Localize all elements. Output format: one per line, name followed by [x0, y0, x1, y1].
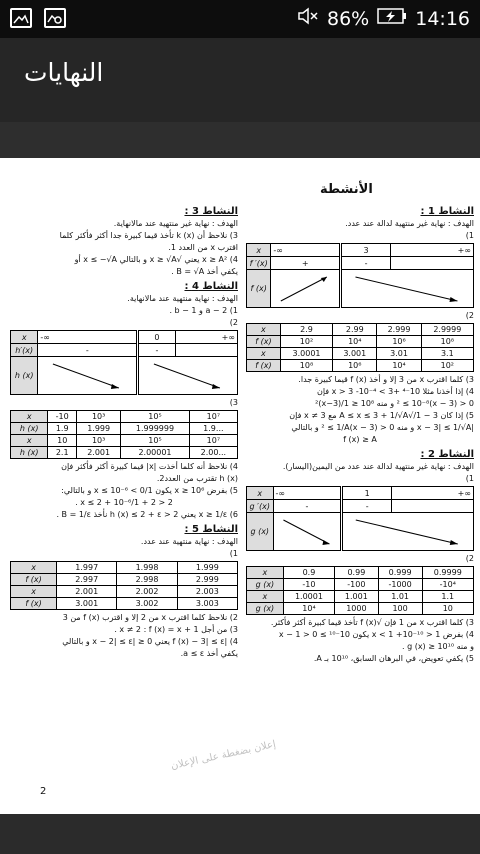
table-cell: g ′(x): [247, 500, 274, 513]
app-bar: [0, 38, 480, 122]
activity1-heading: النشاط 1 :: [420, 206, 474, 217]
activity1-q3: 3) كلما اقترب x من 3 إلا و أخذ f (x) قيما كبيرة جدا.: [298, 375, 474, 384]
table-cell: 2.00001: [121, 447, 189, 459]
table-cell: 10⁶: [377, 336, 421, 348]
table-cell: -: [342, 500, 392, 513]
table-cell: 2.001: [57, 586, 117, 598]
table-cell: g (x): [247, 579, 284, 591]
table-cell: 10⁵: [121, 435, 189, 447]
activity4-q5b: 2 < 2 + 1/x ≤ 2 + 10⁻⁶ .: [75, 498, 173, 507]
table-cell: 10⁴: [377, 360, 421, 372]
table-cell: -10: [283, 579, 334, 591]
table-cell: 0.9: [283, 567, 334, 579]
table-cell: 10³: [77, 435, 121, 447]
table-cell: x: [247, 348, 281, 360]
activity2-q1: 1): [465, 474, 474, 483]
activity4-q4b: h (x) تقترب من العدد2.: [156, 474, 238, 483]
activity1-variation-table: [246, 243, 474, 308]
table-cell: f (x): [247, 336, 281, 348]
table-cell: x: [11, 331, 38, 344]
arrow-down-icon: [276, 514, 339, 550]
activity1-q1: 1): [465, 231, 474, 240]
activity4-q6: 6) x ≥ 1/ε يعني 2 < h (x) ≤ 2 + ε نأخذ B = 1/ε .: [56, 510, 238, 519]
activity2-q5: 5) يكفي تعويض، في البرهان السابق، 10¹⁰ بـ A.: [313, 654, 474, 663]
activity5-q3: 3) من أجل x ≠ 2 : f (x) = x + 1 .: [114, 625, 238, 634]
activity4-variation-table: [10, 330, 238, 395]
table-cell: 10⁶: [333, 360, 377, 372]
activity2-heading: النشاط 2 :: [420, 449, 474, 460]
table-cell: 10: [48, 435, 77, 447]
activity2-q4: 4) بفرض 1 < x < 1 +10⁻¹⁰ يكون 10⁻¹⁰ ≥ 0 < x − 1: [278, 630, 474, 639]
table-cell: 2.00...: [189, 447, 237, 459]
activity2-variation-table: [246, 486, 474, 551]
activity1-q5: 5) إذا كان 3 − 1/√A ≤ x ≤ 3 + 1/√A مع x ≠ 3 فإن: [289, 411, 474, 420]
table-cell: 0.9999: [422, 567, 473, 579]
arrow-up-icon: [273, 271, 337, 307]
battery-percent: 86%: [327, 7, 370, 30]
table-cell: 1.9...: [189, 423, 237, 435]
activity3-heading: النشاط 3 :: [184, 206, 238, 217]
table-cell: -∞: [38, 331, 138, 344]
table-cell: f (x): [247, 270, 271, 308]
table-cell: 1.997: [57, 562, 117, 574]
ad-watermark[interactable]: إعلان بضغطة على الإعلان: [170, 739, 277, 772]
table-cell: 100: [378, 603, 422, 615]
activity4-q4: 4) نلاحظ أنه كلما أخذت |x| قيما كبيرة أكثر فأكثر فإن: [61, 462, 238, 471]
activity3-q4b: يكفي أخذ B = √A .: [171, 267, 238, 276]
activity2-q4b: و منه g (x) ≥ 10¹⁰ .: [401, 642, 474, 651]
table-cell: [38, 357, 138, 395]
activity4-q5: 5) بفرض x ≥ 10⁶ يكون 1/x ≤ 10⁻⁶ < 0 و بالتالي:: [61, 486, 238, 495]
arrow-down-icon: [344, 271, 471, 307]
table-cell: -100: [335, 579, 378, 591]
table-cell: x: [11, 562, 57, 574]
table-cell: x: [247, 591, 284, 603]
activity5-q4: 4) |f (x) − 3| ≤ ε يعني 0 ≤ |x − 2| ≤ ε و بالتالي: [62, 637, 238, 646]
table-cell: h (x): [11, 357, 38, 395]
activity4-values-table: [10, 410, 238, 459]
table-cell: 1.999: [177, 562, 237, 574]
table-cell: -∞: [273, 487, 342, 500]
activity1-values-table: [246, 323, 474, 372]
table-cell: +∞: [391, 487, 473, 500]
table-cell: 1.999999: [121, 423, 189, 435]
table-cell: 3.003: [177, 598, 237, 610]
right-column: [246, 202, 474, 665]
battery-charging-icon: [377, 7, 407, 30]
activity1-q2: 2): [465, 311, 474, 320]
table-cell: 10²: [280, 336, 332, 348]
activity1-q4: 4) إذا أخذنا مثلا 10⁻⁴ +3 > x > 3 -10⁻⁴ فإن: [316, 387, 474, 396]
table-cell: h (x): [11, 423, 48, 435]
table-cell: x: [247, 567, 284, 579]
arrow-down-icon: [345, 514, 471, 550]
table-cell: 1.1: [422, 591, 473, 603]
table-cell: +: [271, 257, 341, 270]
table-cell: g (x): [247, 603, 284, 615]
document-page[interactable]: [0, 158, 480, 814]
activity5-values-table: [10, 561, 238, 610]
activity5-q2: 2) نلاحظ كلما اقترب x من 2 إلا و اقترب f (x) من 3: [62, 613, 238, 622]
table-cell: 2.1: [48, 447, 77, 459]
table-cell: 10⁴: [283, 603, 334, 615]
table-cell: 10⁴: [333, 336, 377, 348]
table-cell: 0.99: [335, 567, 378, 579]
table-cell: x: [11, 411, 48, 423]
table-cell: [271, 270, 341, 308]
activity2-goal: الهدف : نهاية غير منتهية لدالة عند عدد من اليمين(اليسار).: [282, 462, 474, 471]
table-cell: -10: [48, 411, 77, 423]
table-cell: 1.0001: [283, 591, 334, 603]
arrow-down-icon: [141, 358, 235, 394]
activity3-q3: 3) نلاحظ أن k (x) تأخذ قيما كبيرة جدا أكثر فأكثر كلما: [59, 231, 238, 240]
table-cell: 10⁵: [121, 411, 189, 423]
activity5-goal: الهدف : نهاية منتهية عند عدد.: [140, 537, 238, 546]
table-cell: 10²: [421, 360, 473, 372]
table-cell: g (x): [247, 513, 274, 551]
table-cell: x: [247, 244, 271, 257]
table-cell: 2.002: [117, 586, 177, 598]
activity3-q4: 4) x ≥ A² يعني √x ≥ √A و بالتالي x ≤ −√A أو: [74, 255, 238, 264]
table-cell: 2.9999: [421, 324, 473, 336]
table-cell: 10³: [77, 411, 121, 423]
table-cell: 3.001: [57, 598, 117, 610]
table-cell: 3.01: [377, 348, 421, 360]
arrow-down-icon: [40, 358, 134, 394]
table-cell: 1.9: [48, 423, 77, 435]
table-cell: 2.9: [280, 324, 332, 336]
table-cell: 0: [138, 331, 176, 344]
table-cell: 10⁸: [280, 360, 332, 372]
table-cell: 10⁷: [189, 411, 237, 423]
table-cell: h (x): [11, 447, 48, 459]
clock: 14:16: [415, 7, 470, 30]
table-cell: x: [247, 487, 274, 500]
table-cell: 2.999: [377, 324, 421, 336]
table-cell: +∞: [391, 244, 474, 257]
activity4-q3: 3): [229, 398, 238, 407]
table-cell: -: [341, 257, 391, 270]
activity4-q1: 1) a − 2 و b − 1 .: [169, 306, 238, 315]
table-cell: [341, 270, 474, 308]
table-cell: 1.999: [77, 423, 121, 435]
table-cell: -: [38, 344, 138, 357]
table-cell: 1.998: [117, 562, 177, 574]
table-cell: 1000: [335, 603, 378, 615]
status-bar: [0, 0, 480, 38]
bottom-bar: [0, 814, 480, 854]
table-cell: [138, 357, 238, 395]
activity1-q4b: 0 < (x − 3)² ≤ 10⁻⁸ و منه 10⁸ ≤ 1/(x−3)²: [315, 399, 474, 408]
table-cell: [175, 344, 237, 357]
activity1-q5b: |x − 3| ≤ 1/√A و منه 0 < (x − 3)² ≤ 1/A و بالتالي: [291, 423, 474, 432]
table-cell: 10⁷: [189, 435, 237, 447]
table-cell: [342, 513, 474, 551]
table-cell: f ′(x): [247, 257, 271, 270]
activity3-goal: الهدف : نهاية غير منتهية عند مالانهاية.: [113, 219, 238, 228]
table-cell: x: [11, 435, 48, 447]
gallery-icon: [10, 8, 32, 28]
table-cell: h′(x): [11, 344, 38, 357]
table-cell: x: [247, 324, 281, 336]
table-cell: 2.997: [57, 574, 117, 586]
image-settings-icon: [44, 8, 66, 28]
table-cell: 10⁸: [421, 336, 473, 348]
table-cell: 10: [422, 603, 473, 615]
table-cell: 3.1: [421, 348, 473, 360]
mute-icon: [297, 6, 319, 31]
table-cell: 2.003: [177, 586, 237, 598]
table-cell: 3.002: [117, 598, 177, 610]
table-cell: 2.99: [333, 324, 377, 336]
table-cell: +∞: [175, 331, 237, 344]
table-cell: f (x): [247, 360, 281, 372]
table-cell: [391, 500, 473, 513]
activity5-q1: 1): [229, 549, 238, 558]
activity2-q3: 3) كلما اقترب x من 1 فإن √f (x) تأخذ قيما كبيرة أكثر فأكثر.: [270, 618, 474, 627]
activity4-heading: النشاط 4 :: [184, 281, 238, 292]
table-cell: x: [11, 586, 57, 598]
table-cell: f (x): [11, 574, 57, 586]
table-cell: 3.0001: [280, 348, 332, 360]
activity4-q2: 2): [229, 318, 238, 327]
table-cell: 1: [342, 487, 392, 500]
left-column: [10, 202, 238, 660]
table-cell: -10⁴: [422, 579, 473, 591]
document-title: الأنشطة: [320, 182, 373, 197]
activity2-q2: 2): [465, 554, 474, 563]
table-cell: -1000: [378, 579, 422, 591]
table-cell: -∞: [271, 244, 341, 257]
table-cell: 2.001: [77, 447, 121, 459]
activity1-q5c: f (x) ≥ A: [343, 435, 377, 444]
activity5-heading: النشاط 5 :: [184, 524, 238, 535]
activity3-q3b: اقترب x من العدد 1.: [168, 243, 238, 252]
table-cell: 1.01: [378, 591, 422, 603]
table-cell: [391, 257, 474, 270]
table-cell: 3.001: [333, 348, 377, 360]
table-cell: f (x): [11, 598, 57, 610]
table-cell: -: [273, 500, 342, 513]
table-cell: 2.998: [117, 574, 177, 586]
activity2-values-table: [246, 566, 474, 615]
app-title: النهايات: [24, 58, 104, 87]
activity5-q4b: يكفي أخذ a ≤ ε.: [180, 649, 238, 658]
table-cell: [273, 513, 342, 551]
table-cell: -: [138, 344, 176, 357]
activity1-goal: الهدف : نهاية غير منتهية لدالة عند عدد.: [345, 219, 474, 228]
page-number: 2: [40, 786, 47, 797]
toolbar-shadow: [0, 122, 480, 158]
activity4-goal: الهدف : نهاية منتهية عند مالانهاية.: [127, 294, 238, 303]
table-cell: 0.999: [378, 567, 422, 579]
table-cell: 2.999: [177, 574, 237, 586]
table-cell: 1.001: [335, 591, 378, 603]
table-cell: 3: [341, 244, 391, 257]
